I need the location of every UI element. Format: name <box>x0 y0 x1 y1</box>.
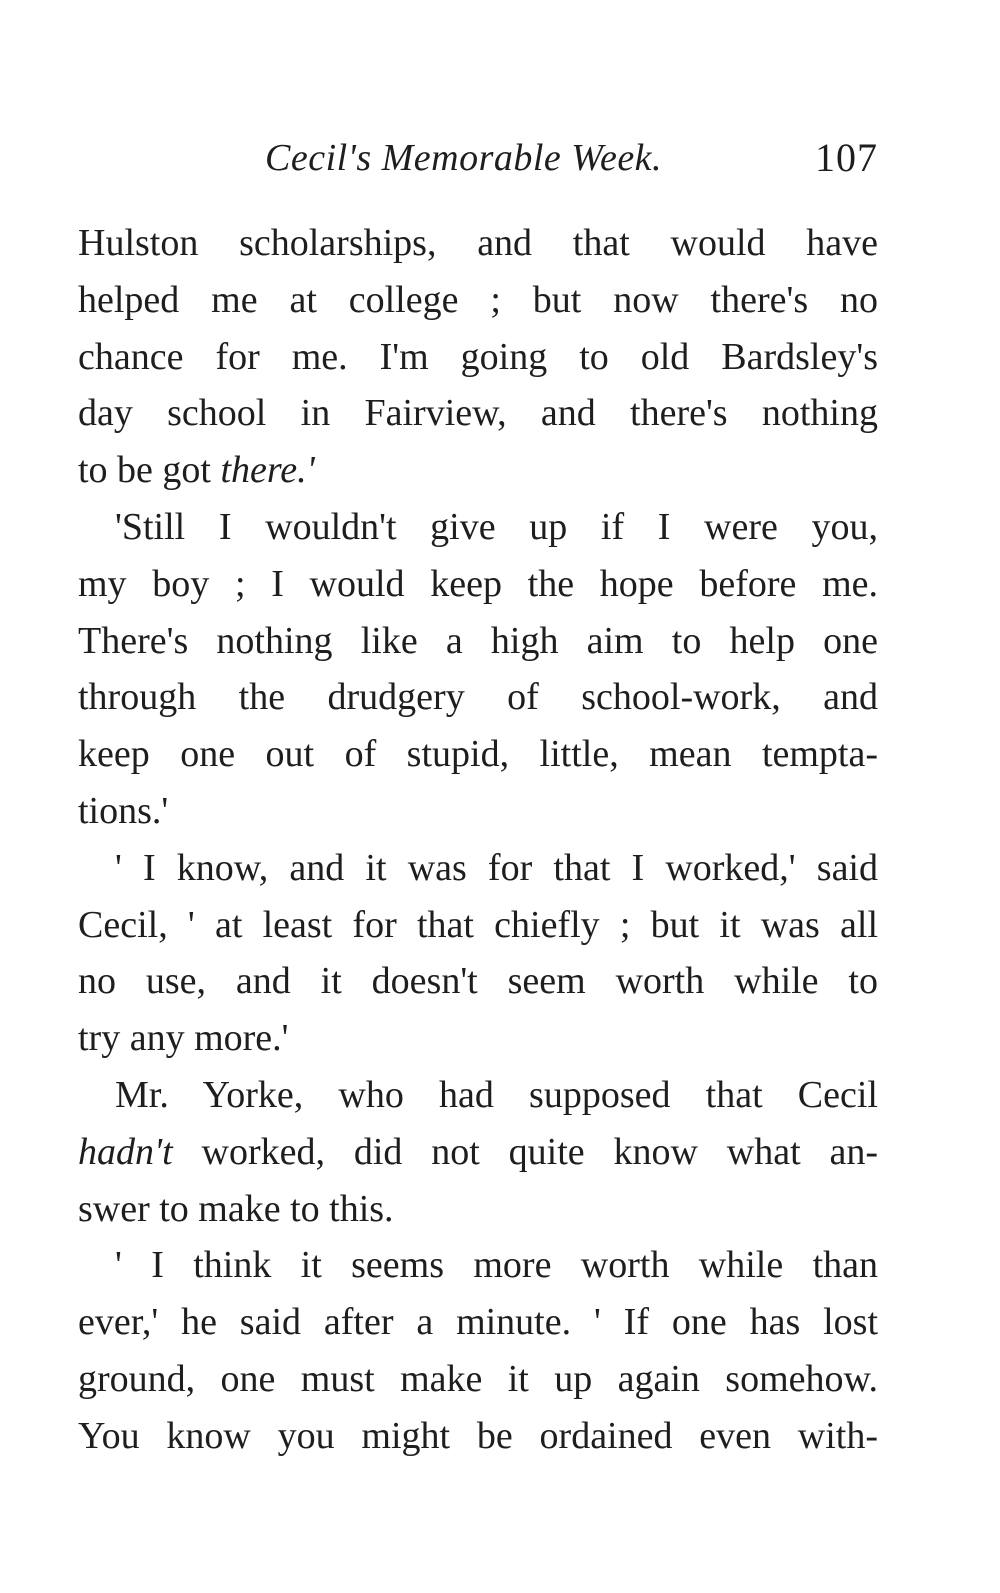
text-line: Mr. Yorke, who had supposed that Cecil <box>115 1073 878 1116</box>
text-line: 'Still I wouldn't give up if I were you, <box>115 505 878 548</box>
text-line: ever,' he said after a minute. ' If one has lost <box>78 1301 878 1344</box>
running-title: Cecil's Memorable Week. <box>265 137 663 179</box>
text-segment: to be got <box>78 449 221 492</box>
text-line: day school in Fairview, and there's nothing <box>78 392 878 435</box>
text-line: keep one out of stupid, little, mean tempta- <box>78 733 878 776</box>
text-line: tions.' <box>78 789 169 832</box>
text-line: try any more.' <box>78 1017 289 1060</box>
text-line <box>78 442 878 499</box>
italic-text: hadn't <box>78 1130 173 1173</box>
text-line <box>78 1124 878 1181</box>
text-line: You know you might be ordained even with- <box>78 1414 878 1457</box>
text-line: swer to make to this. <box>78 1187 394 1230</box>
text-line: ground, one must make it up again somehow. <box>78 1357 878 1400</box>
text-line: helped me at college ; but now there's no <box>78 278 878 321</box>
text-segment: worked, did not quite know what an- <box>172 1130 878 1173</box>
text-line: my boy ; I would keep the hope before me. <box>78 562 878 605</box>
text-line: no use, and it doesn't seem worth while to <box>78 960 878 1003</box>
italic-text: there.' <box>220 449 315 492</box>
text-line: There's nothing like a high aim to help one <box>78 619 878 662</box>
text-line: Hulston scholarships, and that would have <box>78 222 878 264</box>
running-head <box>78 130 878 190</box>
text-line: chance for me. I'm going to old Bardsley's <box>78 335 878 378</box>
text-line: through the drudgery of school-work, and <box>78 676 878 719</box>
text-line: Cecil, ' at least for that chiefly ; but it was all <box>78 903 878 946</box>
body-text <box>78 215 878 1465</box>
page-number: 107 <box>815 135 878 180</box>
text-line: ' I know, and it was for that I worked,' said <box>115 846 878 889</box>
text-line: ' I think it seems more worth while than <box>115 1244 878 1287</box>
